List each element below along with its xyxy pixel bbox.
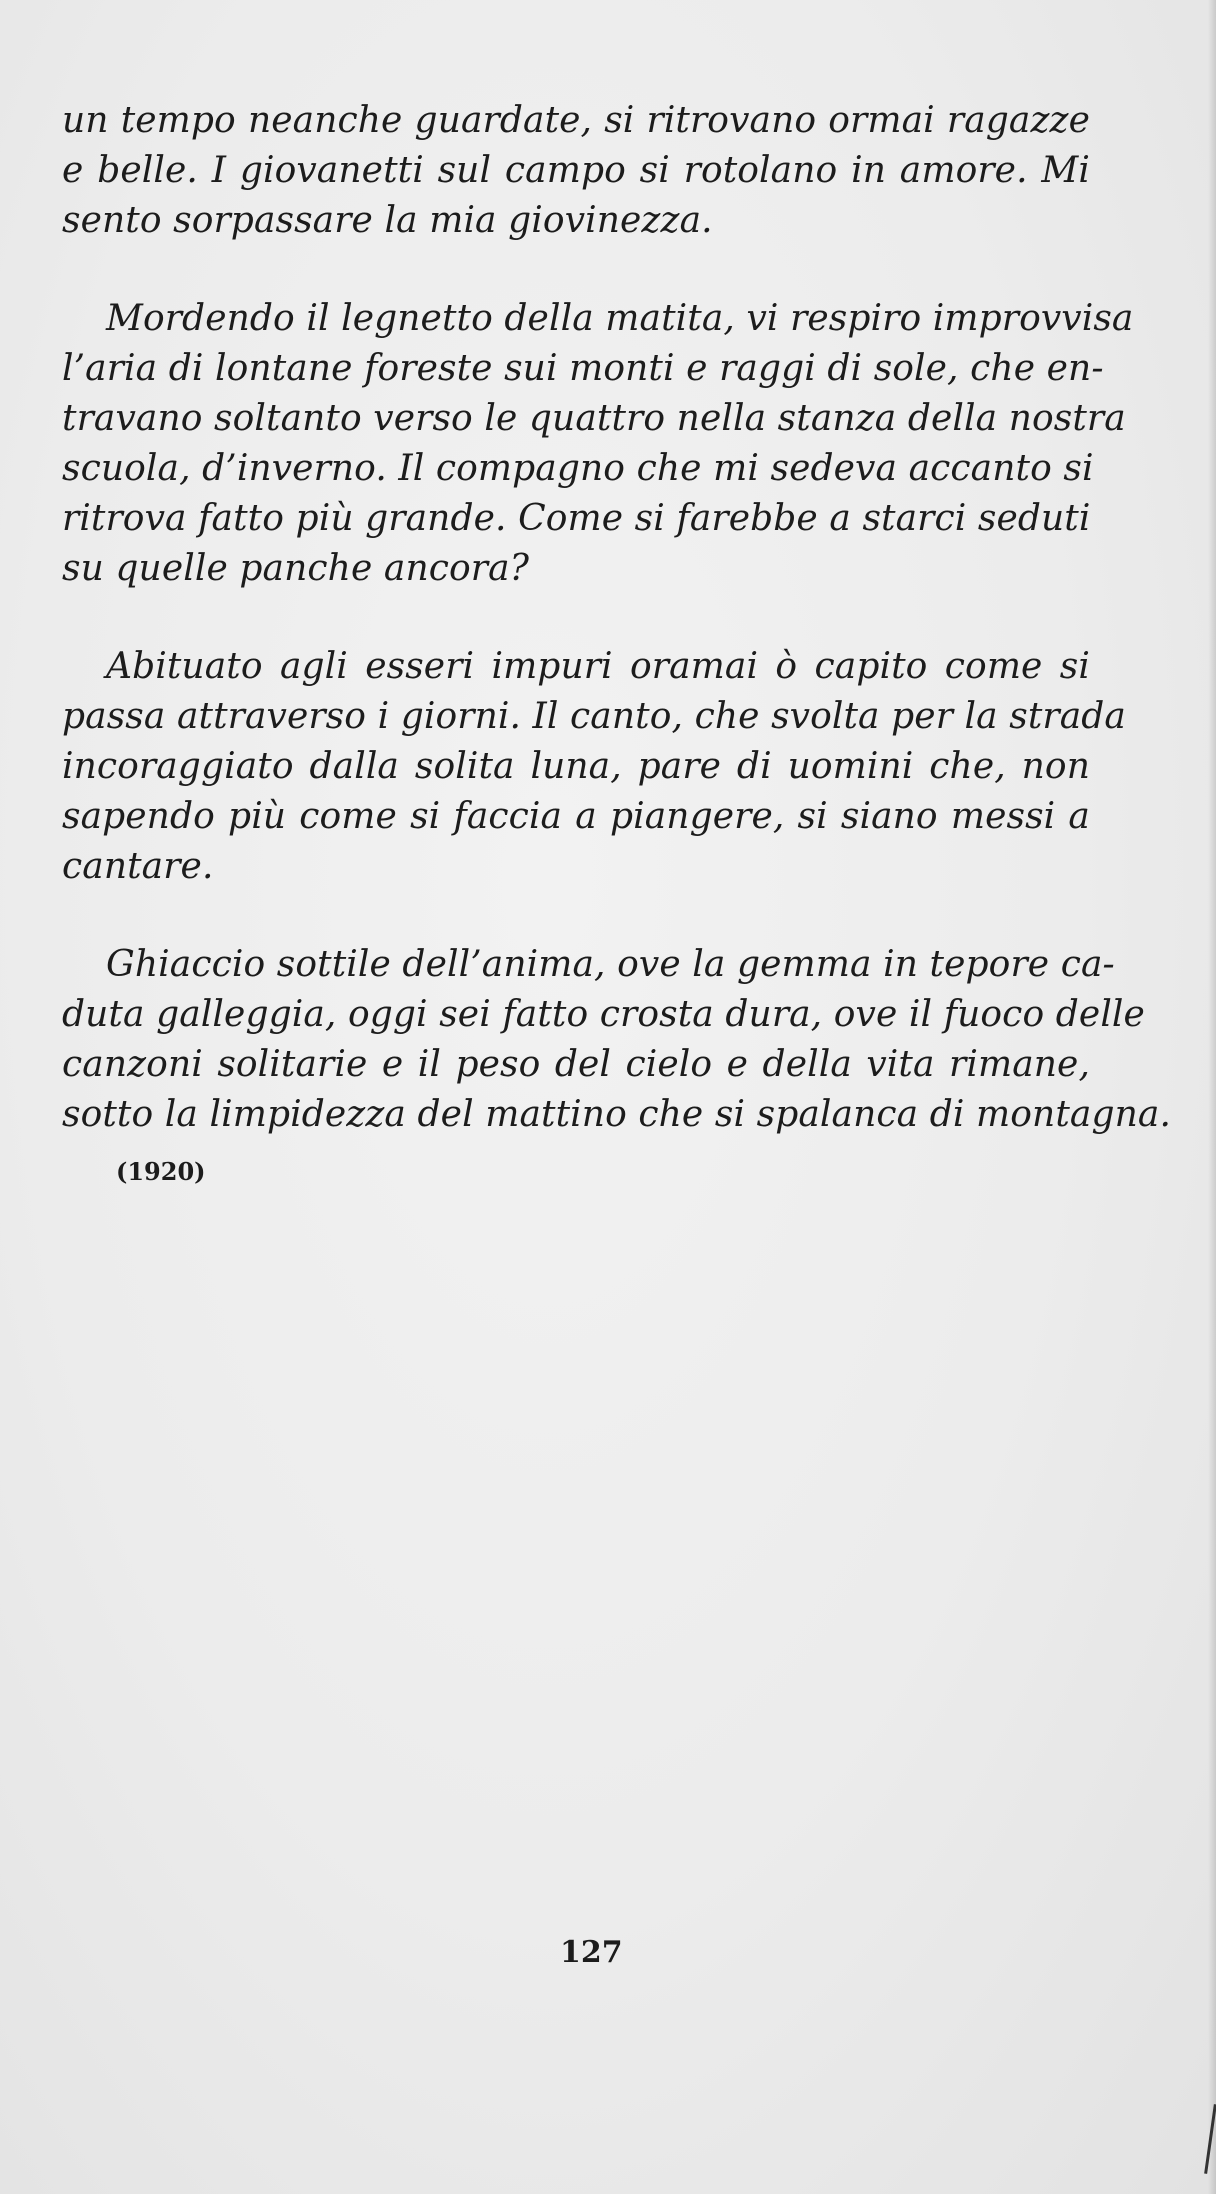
text-line: su quelle panche ancora? [62,548,530,589]
page-edge-shadow [1208,0,1216,2194]
text-line: sotto la limpidezza del mattino che si spalanca di montagna. [62,1094,1171,1135]
text-line: Abituato agli esseri impuri oramai ò capito come si [106,646,1090,687]
text-line: sapendo più come si faccia a piangere, si siano messi a [62,796,1090,837]
text-line: travano soltanto verso le quattro nella stanza della nostra [62,398,1126,439]
text-line: Ghiaccio sottile dell’anima, ove la gemma in tepore ca- [106,944,1115,985]
text-line: l’aria di lontane foreste sui monti e raggi di sole, che en- [62,348,1104,389]
poem-year: (1920) [116,1157,206,1186]
paragraph-2 [62,294,1134,594]
text-line: canzoni solitarie e il peso del cielo e della vita rimane, [62,1044,1090,1085]
page-number: 127 [560,1935,623,1970]
text-line: Mordendo il legnetto della matita, vi respiro improvvisa [106,298,1134,339]
text-line: incoraggiato dalla solita luna, pare di uomini che, non [62,746,1090,787]
text-line: duta galleggia, oggi sei fatto crosta dura, ove il fuoco delle [62,994,1145,1035]
text-line: scuola, d’inverno. Il compagno che mi sedeva accanto si [62,448,1094,489]
text-line: sento sorpassare la mia giovinezza. [62,200,713,241]
paragraph-4 [62,940,1171,1140]
text-line: passa attraverso i giorni. Il canto, che svolta per la strada [62,696,1126,737]
paragraph-1 [62,96,1090,246]
paragraph-3 [62,642,1126,892]
text-line: un tempo neanche guardate, si ritrovano ormai ragazze [62,100,1090,141]
text-line: e belle. I giovanetti sul campo si rotolano in amore. Mi [62,150,1090,191]
poem-text [62,96,1171,1192]
text-line: ritrova fatto più grande. Come si farebbe a starci seduti [62,498,1091,539]
text-line: cantare. [62,846,214,887]
